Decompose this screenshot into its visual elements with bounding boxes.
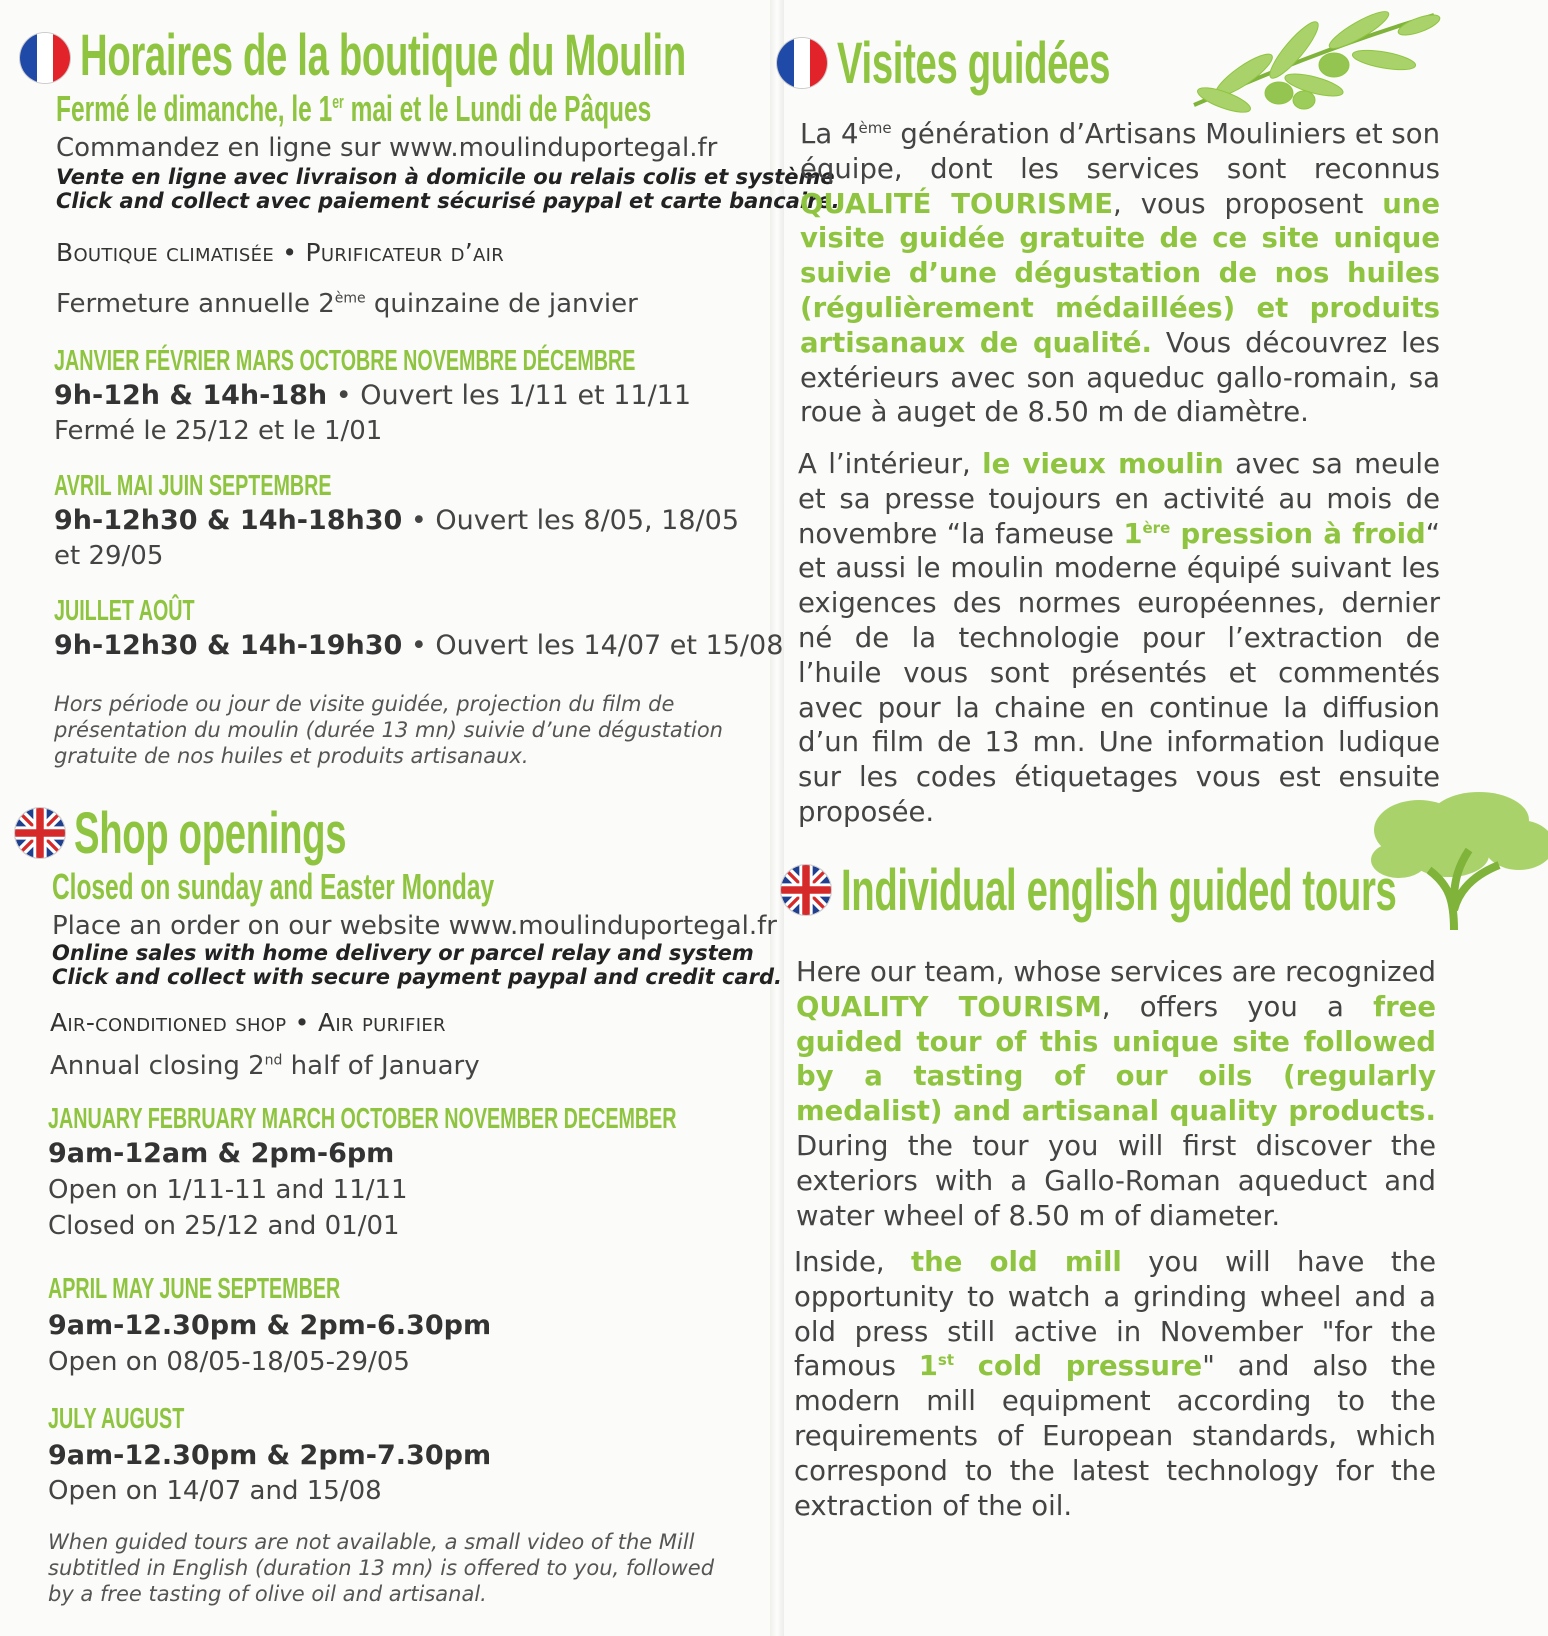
fr-period-spring-extra: et 29/05 xyxy=(54,541,164,571)
fr-amenities: Boutique climatisée • Purificateur d’air xyxy=(56,238,505,267)
fr-period-winter-months: JANVIER FÉVRIER MARS OCTOBRE NOVEMBRE DÉCEMBRE xyxy=(54,345,636,377)
en-shop-title: Shop openings xyxy=(74,801,347,866)
en-period-summer-hours: 9am-12.30pm & 2pm-7.30pm xyxy=(48,1440,492,1471)
fr-tours-paragraph-2: A l’intérieur, le vieux moulin avec sa meule et sa presse toujours en activité au mois de novembre “la fameuse 1ère pression à froid“ et aussi le moulin moderne équipé suivant les exigences des normes européennes, dernier né de la technologie pour l’extraction de l’huile vous sont présentés et commentés avec pour la chaine en continue la diffusion d’un film de 13 mn. Une information ludique sur les codes étiquetages vous est ensuite proposée. xyxy=(798,448,1440,828)
uk-flag-icon xyxy=(781,865,831,915)
fr-order-line: Commandez en ligne sur www.moulinduportegal.fr xyxy=(56,133,718,163)
en-period-summer-open: Open on 14/07 and 15/08 xyxy=(48,1476,382,1506)
fr-period-winter-extra: Fermé le 25/12 et le 1/01 xyxy=(54,416,383,446)
fr-closed-days: Fermé le dimanche, le 1er mai et le Lundi de Pâques xyxy=(56,88,652,129)
en-order-line: Place an order on our website www.moulinduportegal.fr xyxy=(52,911,777,941)
en-closed-days: Closed on sunday and Easter Monday xyxy=(52,866,495,907)
en-click-collect: Click and collect with secure payment paypal and credit card. xyxy=(52,965,782,989)
en-period-summer-months: JULY AUGUST xyxy=(48,1403,185,1435)
french-flag-icon xyxy=(20,33,70,83)
fr-footnote-line-1: Hors période ou jour de visite guidée, projection du film de xyxy=(54,692,675,716)
fr-period-spring-hours: 9h-12h30 & 14h-18h30 • Ouvert les 8/05, 18/05 xyxy=(54,505,739,536)
fr-footnote-line-3: gratuite de nos huiles et produits artisanaux. xyxy=(54,744,529,768)
fr-period-winter-hours: 9h-12h & 14h-18h • Ouvert les 1/11 et 11/11 xyxy=(54,380,692,411)
fr-shop-title: Horaires de la boutique du Moulin xyxy=(80,23,686,88)
en-footnote-line-3: by a free tasting of olive oil and artisanal. xyxy=(48,1582,487,1606)
en-period-winter-months: JANUARY FEBRUARY MARCH OCTOBER NOVEMBER DECEMBER xyxy=(48,1103,677,1135)
en-period-spring-open: Open on 08/05-18/05-29/05 xyxy=(48,1347,410,1377)
en-online-sales: Online sales with home delivery or parcel relay and system xyxy=(52,941,754,965)
en-footnote-line-2: subtitled in English (duration 13 mn) is offered to you, followed xyxy=(48,1556,715,1580)
fr-annual-closing: Fermeture annuelle 2ème quinzaine de janvier xyxy=(56,289,638,319)
en-footnote-line-1: When guided tours are not available, a small video of the Mill xyxy=(48,1530,695,1554)
fr-period-spring-months: AVRIL MAI JUIN SEPTEMBRE xyxy=(54,470,332,502)
en-tours-paragraph-1: Here our team, whose services are recognized QUALITY TOURISM, offers you a free guided tour of this unique site followed by a tasting of our oils (regularly medalist) and artisanal quality products. During the tour you will first discover the exteriors with a Gallo-Roman aqueduct and water wheel of 8.50 m of diameter. xyxy=(796,956,1436,1232)
en-period-spring-hours: 9am-12.30pm & 2pm-6.30pm xyxy=(48,1310,492,1341)
fr-click-collect: Click and collect avec paiement sécurisé paypal et carte bancaire. xyxy=(56,189,840,213)
olive-branch-icon xyxy=(1184,5,1444,125)
fr-tours-title: Visites guidées xyxy=(837,31,1111,96)
page-fold xyxy=(770,0,784,1636)
en-period-winter-hours: 9am-12am & 2pm-6pm xyxy=(48,1138,395,1169)
en-period-winter-open: Open on 1/11-11 and 11/11 xyxy=(48,1175,408,1205)
fr-period-summer-hours: 9h-12h30 & 14h-19h30 • Ouvert les 14/07 et 15/08 xyxy=(54,630,784,661)
fr-tours-paragraph-1: La 4ème génération d’Artisans Mouliniers et son équipe, dont les services sont reconnus QUALITÉ TOURISME, vous proposent une visite guidée gratuite de ce site unique suivie d’une dégustation de nos huiles (régulièrement médaillées) et produits artisanaux de qualité. Vous découvrez les extérieurs avec son aqueduc gallo-romain, sa roue à auget de 8.50 m de diamètre. xyxy=(800,118,1441,429)
uk-flag-icon xyxy=(15,808,65,858)
french-flag-icon xyxy=(777,38,827,88)
en-annual-closing: Annual closing 2nd half of January xyxy=(50,1051,480,1081)
en-amenities: Air-conditioned shop • Air purifier xyxy=(50,1008,446,1037)
en-tours-paragraph-2: Inside, the old mill you will have the opportunity to watch a grinding wheel and a old press still active in November "for the famous 1st cold pressure" and also the modern mill equipment according to the requirements of European standards, which correspond to the latest technology for the extraction of the oil. xyxy=(794,1246,1436,1522)
en-period-spring-months: APRIL MAY JUNE SEPTEMBER xyxy=(48,1273,341,1305)
fr-period-summer-months: JUILLET AOÛT xyxy=(54,595,195,627)
fr-online-sales: Vente en ligne avec livraison à domicile ou relais colis et système xyxy=(56,165,835,189)
en-tours-title: Individual english guided tours xyxy=(841,858,1397,923)
en-period-winter-closed: Closed on 25/12 and 01/01 xyxy=(48,1211,400,1241)
fr-footnote-line-2: présentation du moulin (durée 13 mn) suivie d’une dégustation xyxy=(54,718,723,742)
